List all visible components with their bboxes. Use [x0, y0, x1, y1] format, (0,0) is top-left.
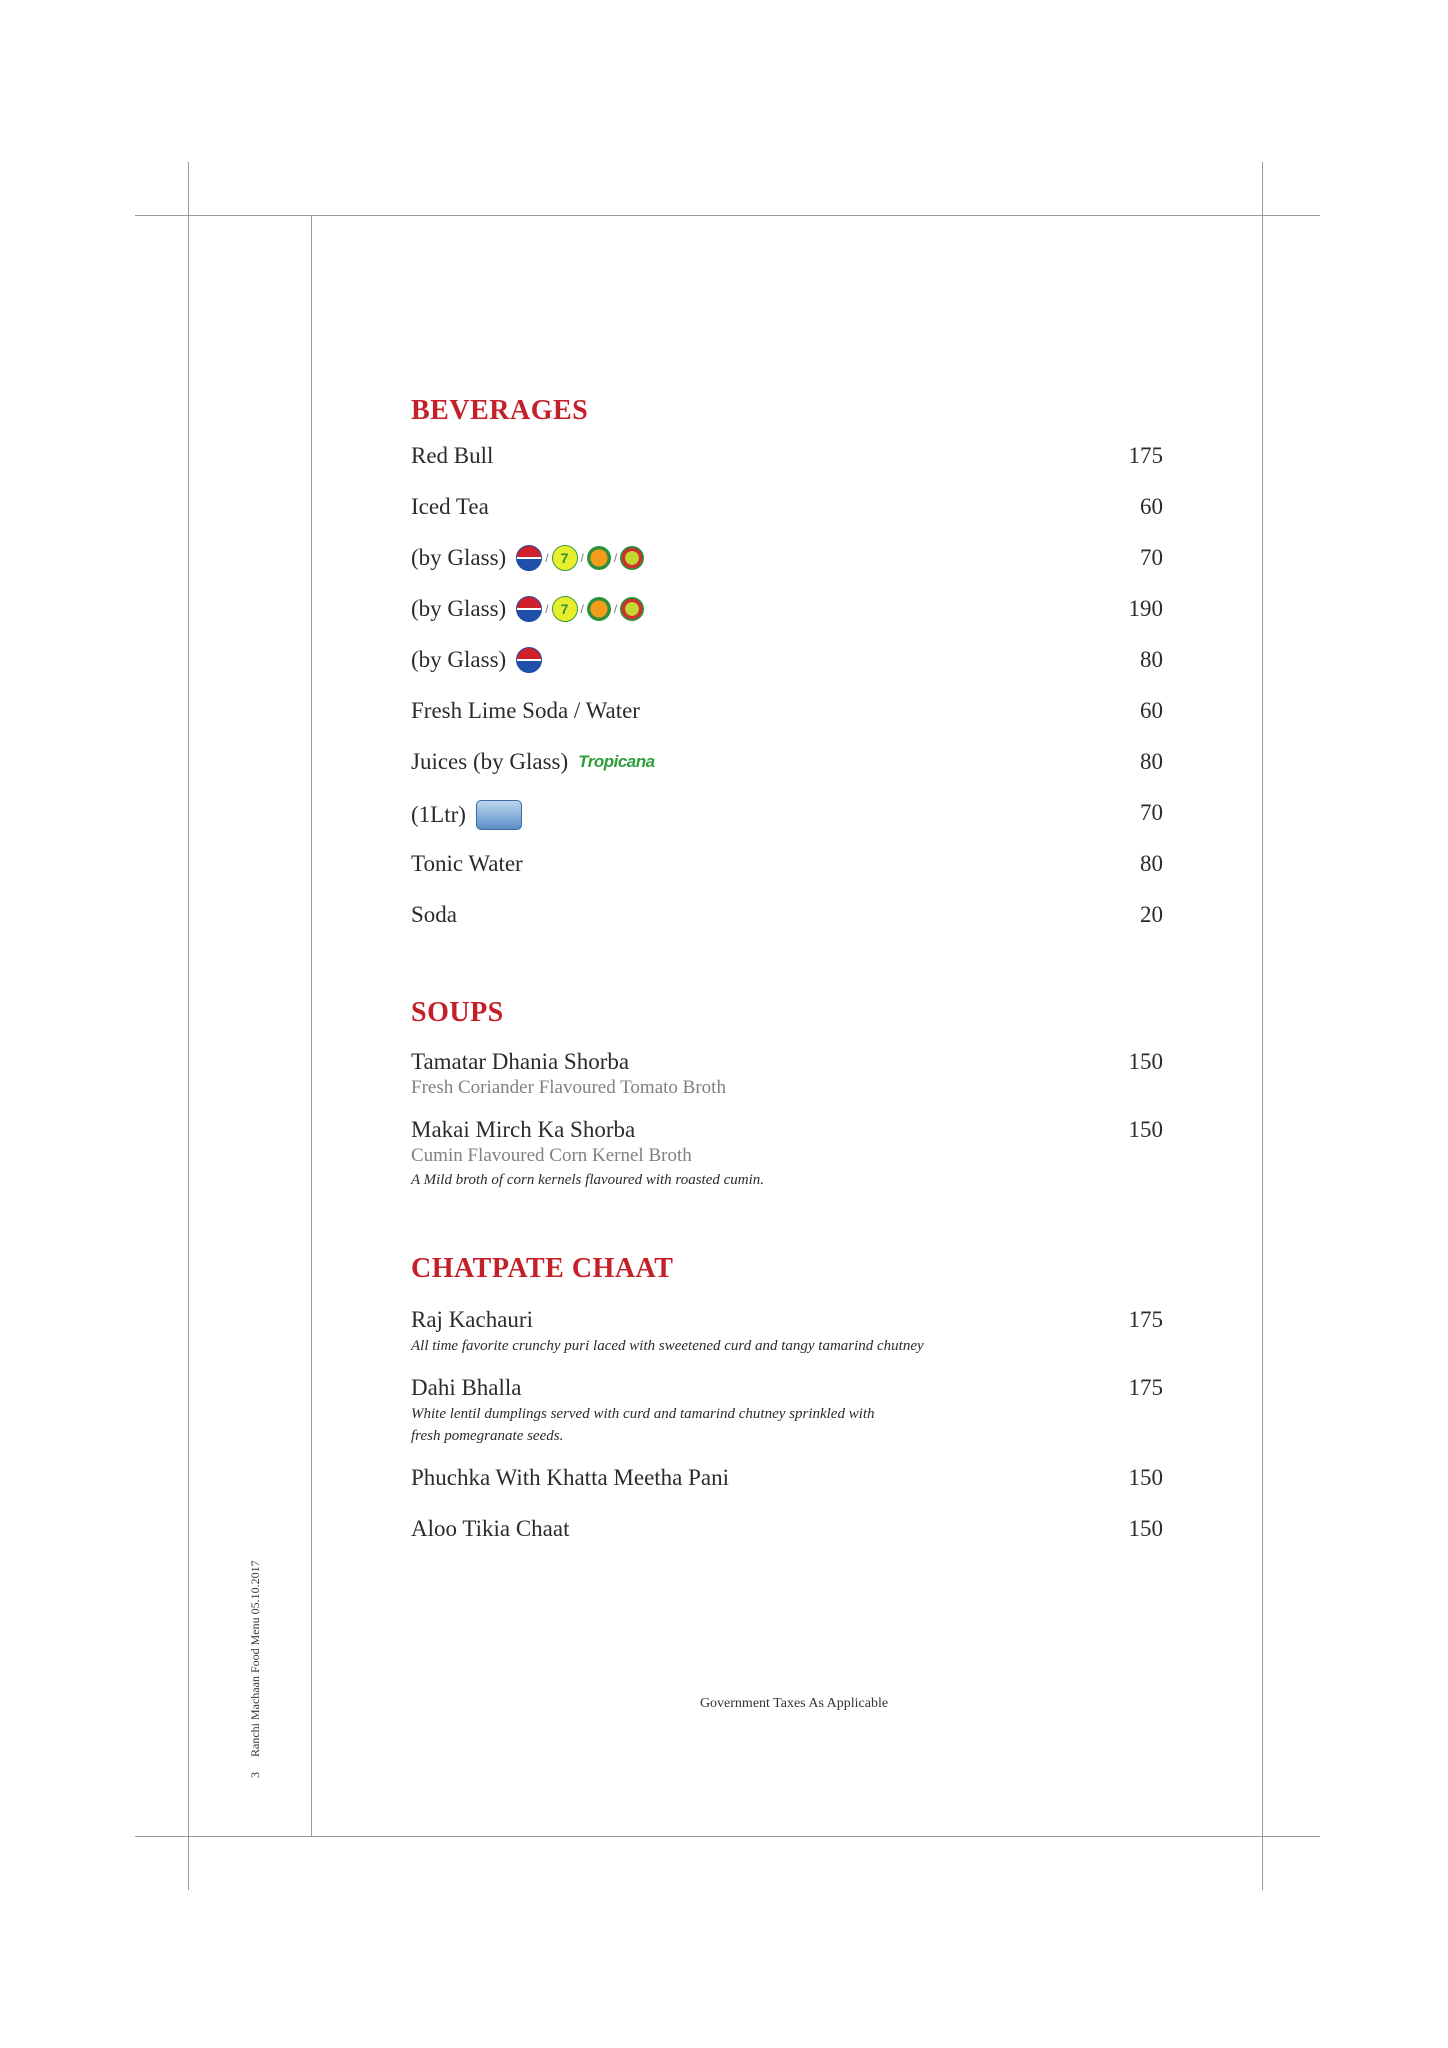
menu-item-diet-pepsi [411, 647, 1163, 698]
footer-taxes-note: Government Taxes As Applicable [699, 1696, 889, 1711]
item-price: 20 [1140, 902, 1163, 927]
item-price: 175 [1128, 1375, 1163, 1400]
item-name: Phuchka With Khatta Meetha Pani [411, 1465, 730, 1490]
item-price: 80 [1140, 749, 1163, 774]
mountain-dew-icon [620, 546, 644, 570]
menu-item-phuchka [411, 1465, 1163, 1516]
item-price: 80 [1140, 851, 1163, 876]
menu-item-raj-kachauri [411, 1307, 1163, 1357]
item-price: 70 [1140, 800, 1163, 825]
soft-drink-logos: / 7 / / [516, 596, 644, 622]
item-price: 190 [1128, 596, 1163, 621]
menu-item-soft-drink-large [411, 596, 1163, 647]
item-description: All time favorite crunchy puri laced with sweetened curd and tangy tamarind chutney [411, 1338, 924, 1354]
top-crop-line [135, 215, 1320, 216]
item-price: 60 [1140, 698, 1163, 723]
left-crop-line [188, 162, 189, 1890]
menu-content [411, 395, 1163, 1567]
soups-section [411, 997, 1163, 1191]
menu-item-juices [411, 749, 1163, 800]
item-description: White lentil dumplings served with curd and tamarind chutney sprinkled with [411, 1406, 875, 1422]
item-subtitle: Fresh Coriander Flavoured Tomato Broth [411, 1077, 726, 1098]
item-description: A Mild broth of corn kernels flavoured with roasted cumin. [411, 1172, 765, 1188]
item-name: (by Glass) [411, 647, 507, 672]
item-name: Red Bull [411, 443, 494, 468]
item-name: Aloo Tikia Chaat [411, 1516, 570, 1541]
diet-pepsi-icon [516, 647, 542, 673]
menu-item-red-bull [411, 443, 1163, 494]
document-label: Ranchi Machaan Food Menu 05.10.2017 [248, 1560, 262, 1757]
7up-icon: 7 [552, 545, 578, 571]
chaat-section [411, 1253, 1163, 1567]
item-price: 150 [1128, 1117, 1163, 1142]
right-crop-line [1262, 162, 1263, 1890]
inner-margin-line [311, 215, 312, 1836]
menu-item-tamatar-dhania-shorba [411, 1049, 1163, 1099]
item-description-continued: fresh pomegranate seeds. [411, 1428, 564, 1444]
bottom-crop-line [135, 1836, 1320, 1837]
menu-item-aloo-tikia-chaat [411, 1516, 1163, 1567]
item-price: 80 [1140, 647, 1163, 672]
item-name: Soda [411, 902, 457, 927]
7up-icon: 7 [552, 596, 578, 622]
item-name: Iced Tea [411, 494, 489, 519]
item-price: 150 [1128, 1465, 1163, 1490]
mirinda-icon [587, 597, 611, 621]
page-number: 3 [248, 1772, 262, 1778]
item-price: 60 [1140, 494, 1163, 519]
item-name: Makai Mirch Ka Shorba [411, 1117, 636, 1142]
menu-item-dahi-bhalla [411, 1375, 1163, 1447]
mountain-dew-icon [620, 597, 644, 621]
item-name: Tonic Water [411, 851, 523, 876]
pepsi-icon [516, 545, 542, 571]
item-name: Raj Kachauri [411, 1307, 533, 1332]
side-label [248, 1560, 263, 1778]
item-name: (1Ltr) [411, 802, 466, 827]
item-name: (by Glass) [411, 545, 507, 570]
item-name: Dahi Bhalla [411, 1375, 522, 1400]
menu-item-tonic-water [411, 851, 1163, 902]
soft-drink-logos: / 7 / / [516, 545, 644, 571]
menu-item-soft-drink-glass [411, 545, 1163, 596]
item-subtitle: Cumin Flavoured Corn Kernel Broth [411, 1145, 692, 1166]
section-title-chatpate-chaat: CHATPATE CHAAT [411, 1253, 674, 1284]
menu-item-water-1ltr [411, 800, 1163, 851]
item-name: Tamatar Dhania Shorba [411, 1049, 630, 1074]
tropicana-logo: Tropicana [578, 752, 655, 771]
item-price: 150 [1128, 1049, 1163, 1074]
item-price: 175 [1128, 1307, 1163, 1332]
item-name: Fresh Lime Soda / Water [411, 698, 640, 723]
item-price: 150 [1128, 1516, 1163, 1541]
mirinda-icon [587, 546, 611, 570]
item-price: 175 [1128, 443, 1163, 468]
item-name: (by Glass) [411, 596, 507, 621]
menu-item-iced-tea [411, 494, 1163, 545]
pepsi-icon [516, 596, 542, 622]
item-price: 70 [1140, 545, 1163, 570]
menu-item-soda [411, 902, 1163, 953]
beverages-section [411, 395, 1163, 953]
section-title-soups: SOUPS [411, 997, 504, 1028]
aquafina-logo [476, 800, 522, 830]
menu-item-makai-mirch-ka-shorba [411, 1117, 1163, 1191]
section-title-beverages: BEVERAGES [411, 395, 589, 426]
item-name: Juices (by Glass) [411, 749, 569, 774]
menu-item-fresh-lime-soda [411, 698, 1163, 749]
